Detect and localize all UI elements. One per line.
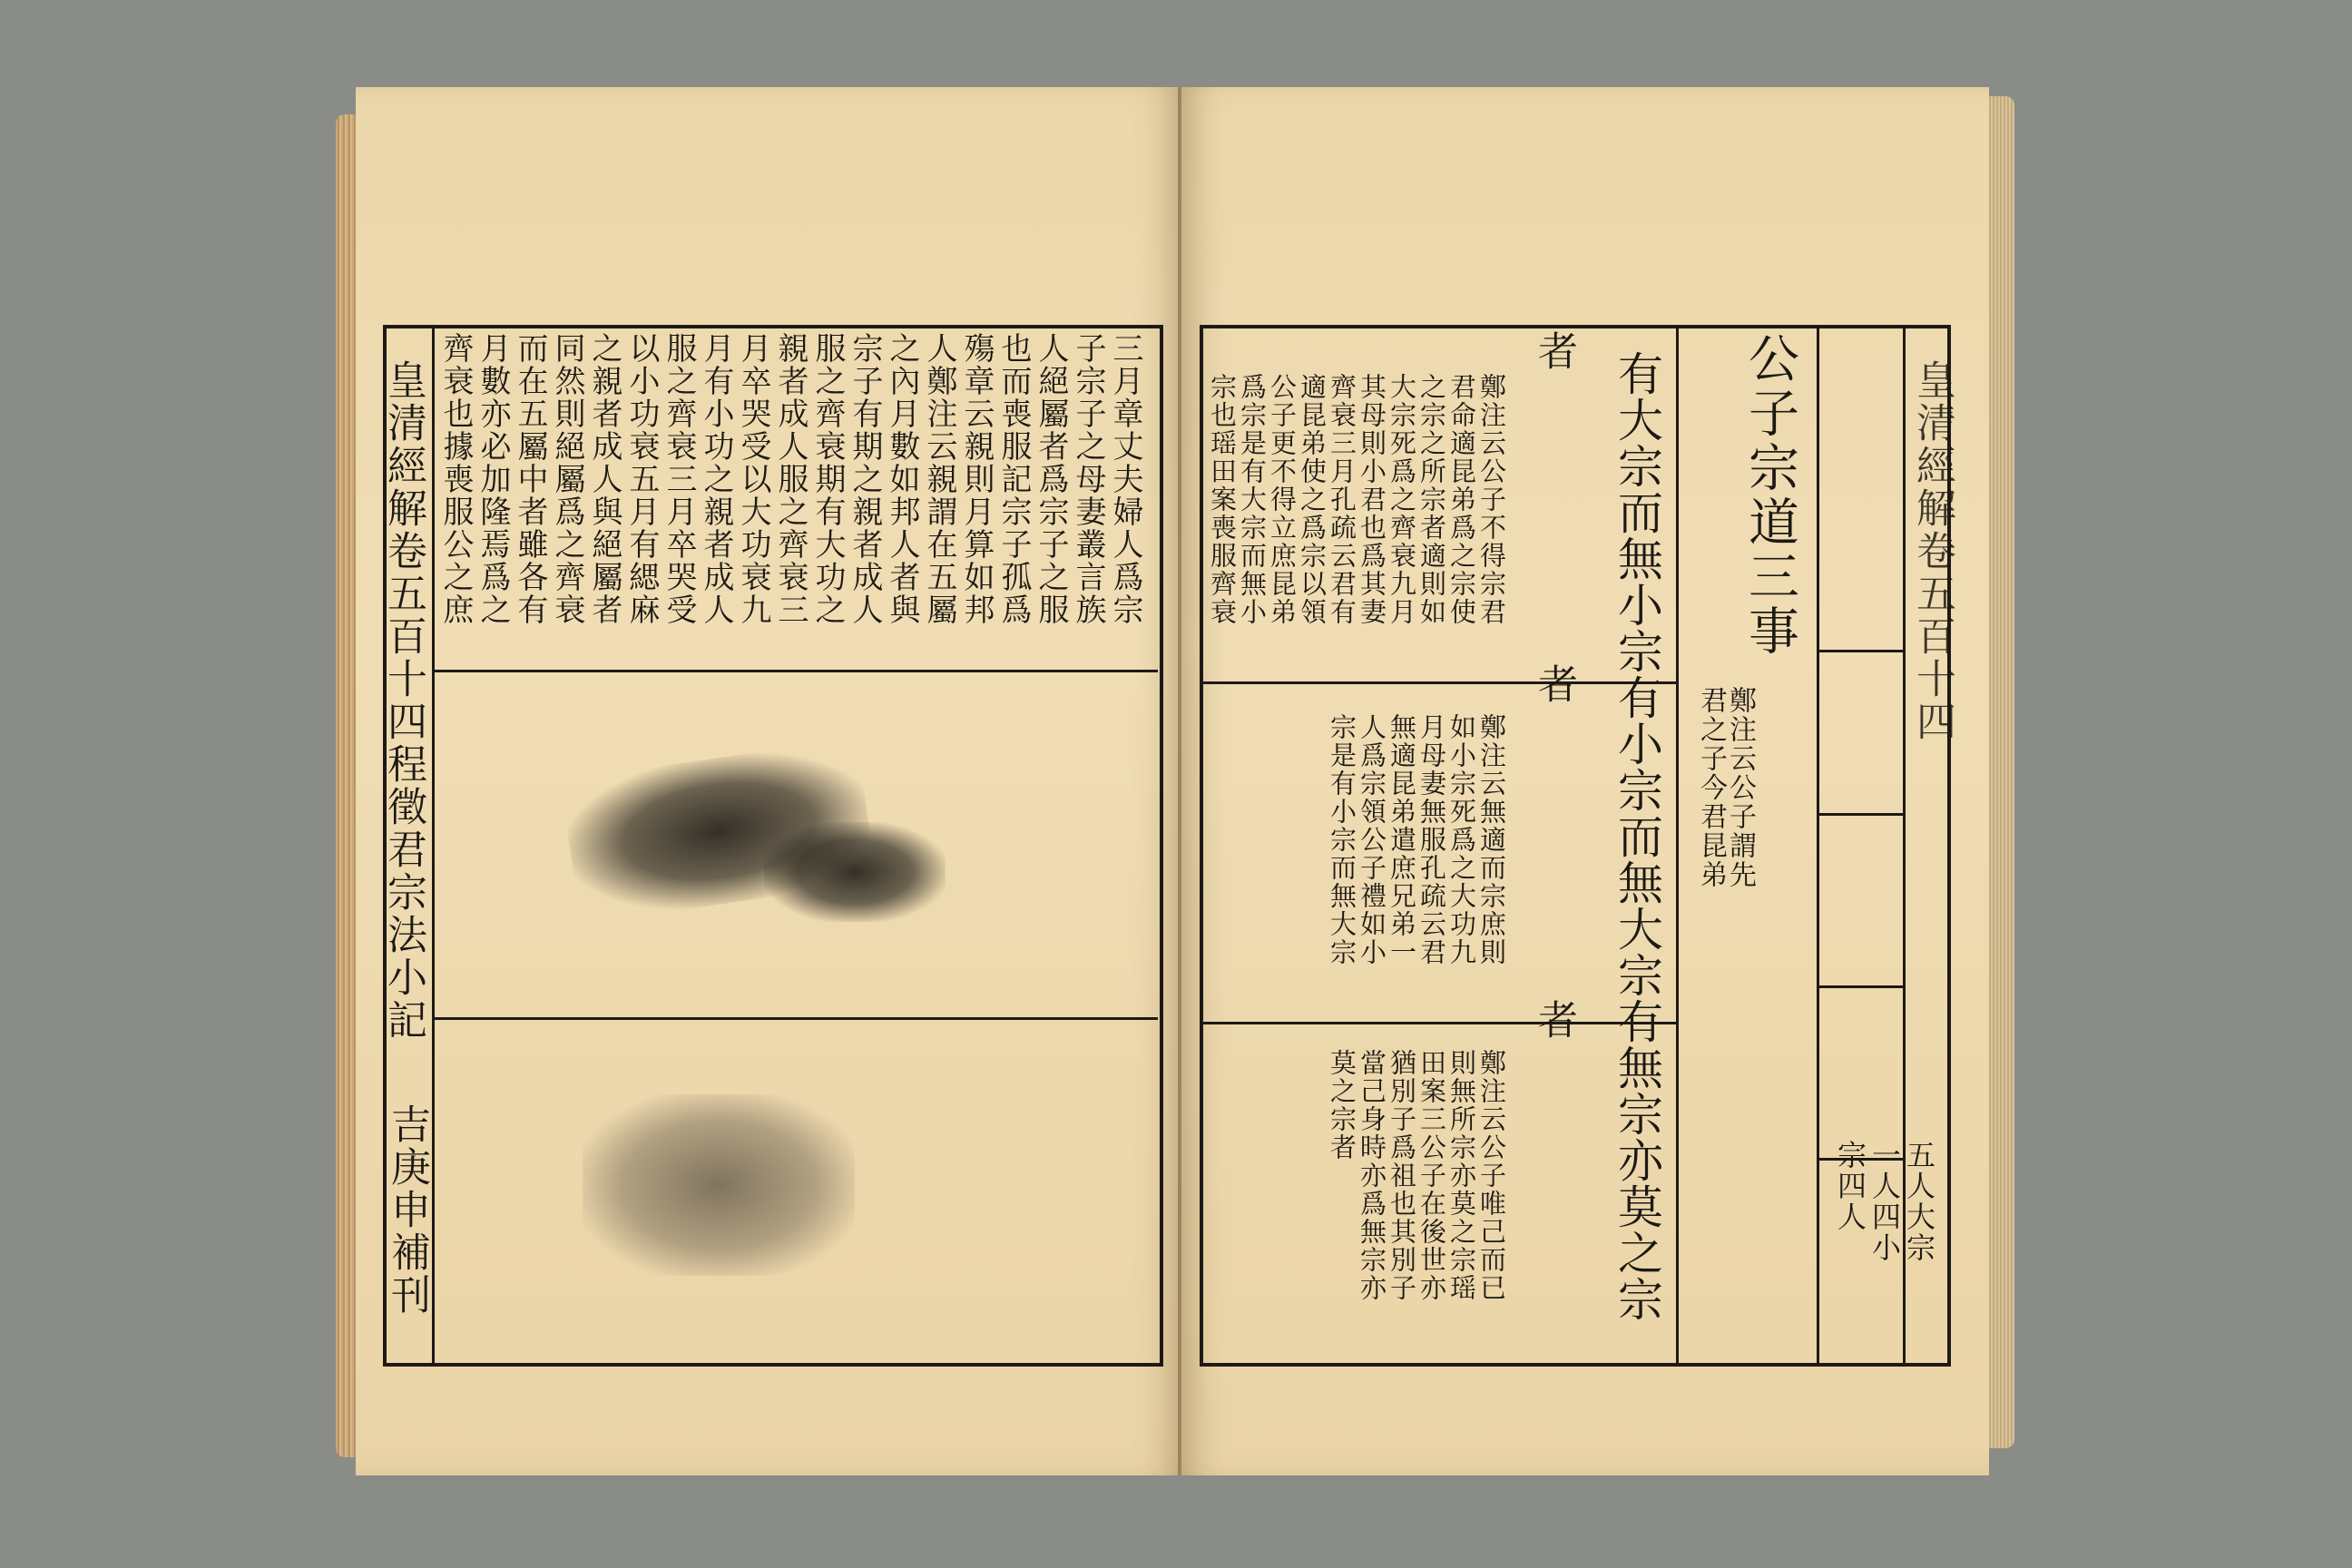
ink-smudge-3 bbox=[583, 1094, 855, 1276]
commentary-1-column-5: 其母則小君也爲其妻 bbox=[1357, 373, 1387, 626]
left-text-column-1: 三月章丈夫婦人爲宗 bbox=[1107, 332, 1143, 626]
left-text-column-10: 親者成人服之齊衰三 bbox=[772, 332, 808, 626]
zhe-marker-1: 者 bbox=[1531, 330, 1577, 374]
left-text-column-18: 月數亦必加隆焉爲之 bbox=[475, 332, 511, 626]
left-text-column-6: 人鄭注云親謂在五屬 bbox=[921, 332, 957, 626]
commentary-3-column-4: 猶別子爲祖也其別子 bbox=[1387, 1049, 1417, 1302]
commentary-1-column-1: 鄭注云公子不得宗君 bbox=[1476, 373, 1507, 626]
commentary-section-2 bbox=[1318, 713, 1508, 1017]
middle-rule bbox=[432, 1017, 1158, 1020]
commentary-section-3 bbox=[1318, 1049, 1508, 1353]
bottom-note-column-2: 一人四小 bbox=[1867, 1140, 1902, 1263]
left-text-column-5: 殤章云親則月算如邦 bbox=[958, 332, 995, 626]
heading-note-a: 鄭注云公子謂先 bbox=[1724, 686, 1756, 889]
commentary-3-column-5: 當己身時亦爲無宗亦 bbox=[1357, 1049, 1387, 1302]
commentary-2-column-2: 如小宗死爲之大功九 bbox=[1446, 713, 1477, 966]
center-column-title: 皇清經解卷五百十四程徵君宗法小記 bbox=[380, 359, 426, 1042]
left-text-column-17: 而在五屬中者雖各有 bbox=[512, 332, 548, 626]
commentary-2-column-1: 鄭注云無適而宗庶則 bbox=[1476, 713, 1507, 966]
left-text-column-12: 月有小功之親者成人 bbox=[698, 332, 734, 626]
text-block-rule bbox=[432, 670, 1158, 672]
right-page bbox=[1181, 87, 1989, 1475]
big-column-rule bbox=[1676, 325, 1679, 1363]
heading-gongzi-zongdao: 公子宗道三事 bbox=[1740, 332, 1799, 659]
left-text-column-15: 之親者成人與絕屬者 bbox=[586, 332, 622, 626]
commentary-3-column-1: 鄭注云公子唯己而已 bbox=[1476, 1049, 1507, 1302]
commentary-2-column-6: 宗是有小宗而無大宗 bbox=[1327, 713, 1357, 966]
bottom-edge-note bbox=[1826, 1140, 1939, 1348]
commentary-1-column-10: 宗也瑶田案喪服齊衰 bbox=[1207, 373, 1238, 626]
commentary-1-column-4: 大宗死爲之齊衰九月 bbox=[1387, 373, 1417, 626]
heading-column-rule bbox=[1817, 325, 1819, 1363]
commentary-3-column-6: 莫之宗者 bbox=[1327, 1049, 1357, 1161]
bottom-note-column-3: 宗四人 bbox=[1833, 1140, 1867, 1232]
commentary-section-1 bbox=[1209, 373, 1508, 677]
section-rule-1 bbox=[1200, 681, 1676, 684]
zhe-marker-3: 者 bbox=[1531, 999, 1577, 1043]
left-page bbox=[356, 87, 1181, 1475]
center-column-bottom: 吉庚申補刊 bbox=[384, 1103, 430, 1317]
left-text-column-16: 同然則絕屬爲之齊衰 bbox=[549, 332, 585, 626]
edge-grid-rule-3 bbox=[1817, 985, 1903, 988]
commentary-3-column-3: 田案三公子在後世亦 bbox=[1416, 1049, 1447, 1302]
left-text-column-3: 人絕屬者爲宗子之服 bbox=[1033, 332, 1069, 626]
left-text-column-8: 宗子有期之親者成人 bbox=[847, 332, 883, 626]
commentary-1-column-9: 爲宗是有大宗而無小 bbox=[1237, 373, 1268, 626]
left-text-block bbox=[439, 332, 1147, 668]
edge-grid-rule-2 bbox=[1817, 813, 1903, 816]
bottom-note-column-1: 五人大宗 bbox=[1902, 1140, 1936, 1263]
section-rule-2 bbox=[1200, 1022, 1676, 1024]
heading-note-b: 君之子今君昆弟 bbox=[1695, 686, 1727, 889]
commentary-2-column-5: 人爲宗領公子禮如小 bbox=[1357, 713, 1387, 966]
left-text-column-19: 齊衰也據喪服公之庶 bbox=[437, 332, 474, 626]
left-text-column-9: 服之齊衰期有大功之 bbox=[809, 332, 846, 626]
open-book bbox=[345, 87, 2005, 1475]
right-edge-title: 皇清經解卷五百十四 bbox=[1909, 359, 1955, 743]
page-edges-right bbox=[1987, 96, 2014, 1448]
left-text-column-11: 月卒哭受以大功衰九 bbox=[735, 332, 771, 626]
commentary-2-column-4: 無適昆弟遣庶兄弟一 bbox=[1387, 713, 1417, 966]
commentary-3-column-2: 則無所宗亦莫之宗瑶 bbox=[1446, 1049, 1477, 1302]
center-column-rule bbox=[432, 325, 435, 1363]
left-text-column-14: 以小功衰五月有緦麻 bbox=[623, 332, 660, 626]
left-text-column-13: 服之齊衰三月卒哭受 bbox=[661, 332, 697, 626]
left-text-column-4: 也而喪服記宗子孤爲 bbox=[995, 332, 1032, 626]
commentary-1-column-2: 君命適昆弟爲之宗使 bbox=[1446, 373, 1477, 626]
main-text-big-column: 有大宗而無小宗有小宗而無大宗有無宗亦莫之宗 bbox=[1611, 350, 1663, 1322]
edge-grid-rule-1 bbox=[1817, 650, 1903, 652]
commentary-1-column-6: 齊衰三月孔疏云君有 bbox=[1327, 373, 1357, 626]
commentary-2-column-3: 月母妻無服孔疏云君 bbox=[1416, 713, 1447, 966]
left-text-column-7: 之內月數如邦人者與 bbox=[884, 332, 920, 626]
commentary-1-column-8: 公子更不得立庶昆弟 bbox=[1267, 373, 1298, 626]
zhe-marker-2: 者 bbox=[1531, 663, 1577, 707]
commentary-1-column-3: 之宗之所宗者適則如 bbox=[1416, 373, 1447, 626]
ink-blot-2 bbox=[764, 822, 946, 922]
commentary-1-column-7: 適昆弟使之爲宗以領 bbox=[1297, 373, 1328, 626]
left-text-column-2: 子宗子之母妻叢言族 bbox=[1070, 332, 1106, 626]
